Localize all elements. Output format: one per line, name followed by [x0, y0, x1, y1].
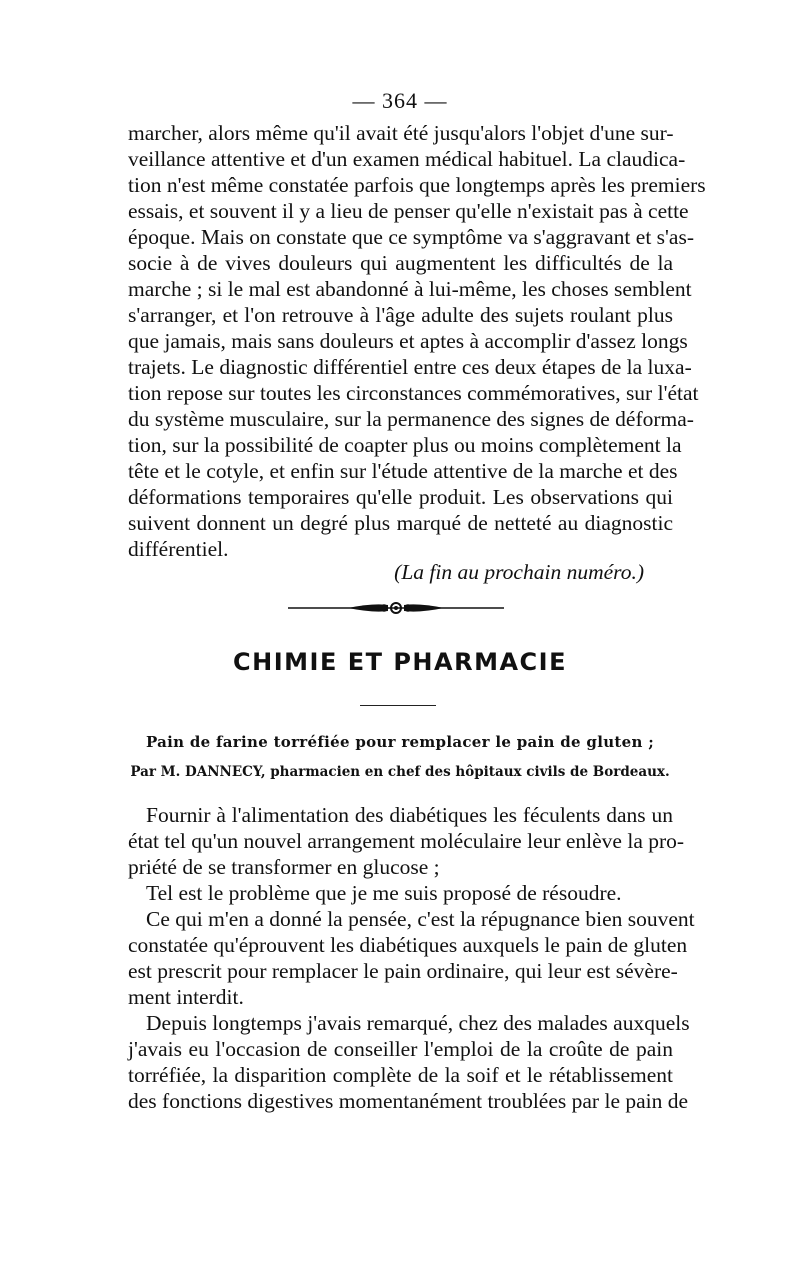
text-line: essais, et souvent il y a lieu de penser qu'elle n'existait pas à cette	[128, 199, 689, 223]
article-title: Pain de farine torréfiée pour remplacer le pain de gluten ;	[145, 733, 655, 751]
text-line: socie à de vives douleurs qui augmentent les difficultés de la	[128, 251, 673, 275]
text-line: j'avais eu l'occasion de conseiller l'emploi de la croûte de pain	[128, 1037, 673, 1061]
text-line: des fonctions digestives momentanément troublées par le pain de	[128, 1089, 689, 1113]
text-line: tion n'est même constatée parfois que longtemps après les premiers	[128, 173, 706, 197]
text-line: marche ; si le mal est abandonné à lui-même, les choses semblent	[128, 277, 692, 301]
text-line: ment interdit.	[128, 985, 244, 1009]
text-line: Depuis longtemps j'avais remarqué, chez des malades auxquels	[146, 1011, 690, 1035]
text-line: état tel qu'un nouvel arrangement moléculaire leur enlève la pro-	[128, 829, 685, 853]
text-line: Tel est le problème que je me suis proposé de résoudre.	[146, 881, 622, 905]
text-line: torréfiée, la disparition complète de la soif et le rétablissement	[128, 1063, 673, 1087]
text-line: marcher, alors même qu'il avait été jusqu'alors l'objet d'une sur-	[128, 121, 674, 145]
page-number: — 364 —	[352, 88, 448, 113]
ornamental-divider	[288, 598, 504, 618]
text-line: priété de se transformer en glucose ;	[128, 855, 440, 879]
text-line: veillance attentive et d'un examen médical habituel. La claudica-	[128, 147, 686, 171]
text-line: tion repose sur toutes les circonstances commémoratives, sur l'état	[128, 381, 699, 405]
text-line: Fournir à l'alimentation des diabétiques les féculents dans un	[146, 803, 673, 827]
section-rule	[360, 705, 436, 706]
text-line: trajets. Le diagnostic différentiel entre ces deux étapes de la luxa-	[128, 355, 692, 379]
text-line: du système musculaire, sur la permanence des signes de déforma-	[128, 407, 694, 431]
text-line: tion, sur la possibilité de coapter plus ou moins complètement la	[128, 433, 682, 457]
article-byline: Par M. DANNECY, pharmacien en chef des hôpitaux civils de Bordeaux.	[130, 764, 670, 780]
text-line: constatée qu'éprouvent les diabétiques auxquels le pain de gluten	[128, 933, 688, 957]
text-line: différentiel.	[128, 537, 229, 561]
text-line: est prescrit pour remplacer le pain ordinaire, qui leur est sévère-	[128, 959, 678, 983]
section-heading: CHIMIE ET PHARMACIE	[233, 648, 567, 676]
text-line: déformations temporaires qu'elle produit. Les observations qui	[128, 485, 673, 509]
text-line: époque. Mais on constate que ce symptôme va s'aggravant et s'as-	[128, 225, 694, 249]
continued-note: (La fin au prochain numéro.)	[394, 560, 644, 584]
text-line: s'arranger, et l'on retrouve à l'âge adulte des sujets roulant plus	[128, 303, 673, 327]
text-line: tête et le cotyle, et enfin sur l'étude attentive de la marche et des	[128, 459, 678, 483]
text-line: que jamais, mais sans douleurs et aptes à accomplir d'assez longs	[128, 329, 688, 353]
text-line: suivent donnent un degré plus marqué de netteté au diagnostic	[128, 511, 673, 535]
text-line: Ce qui m'en a donné la pensée, c'est la répugnance bien souvent	[146, 907, 695, 931]
